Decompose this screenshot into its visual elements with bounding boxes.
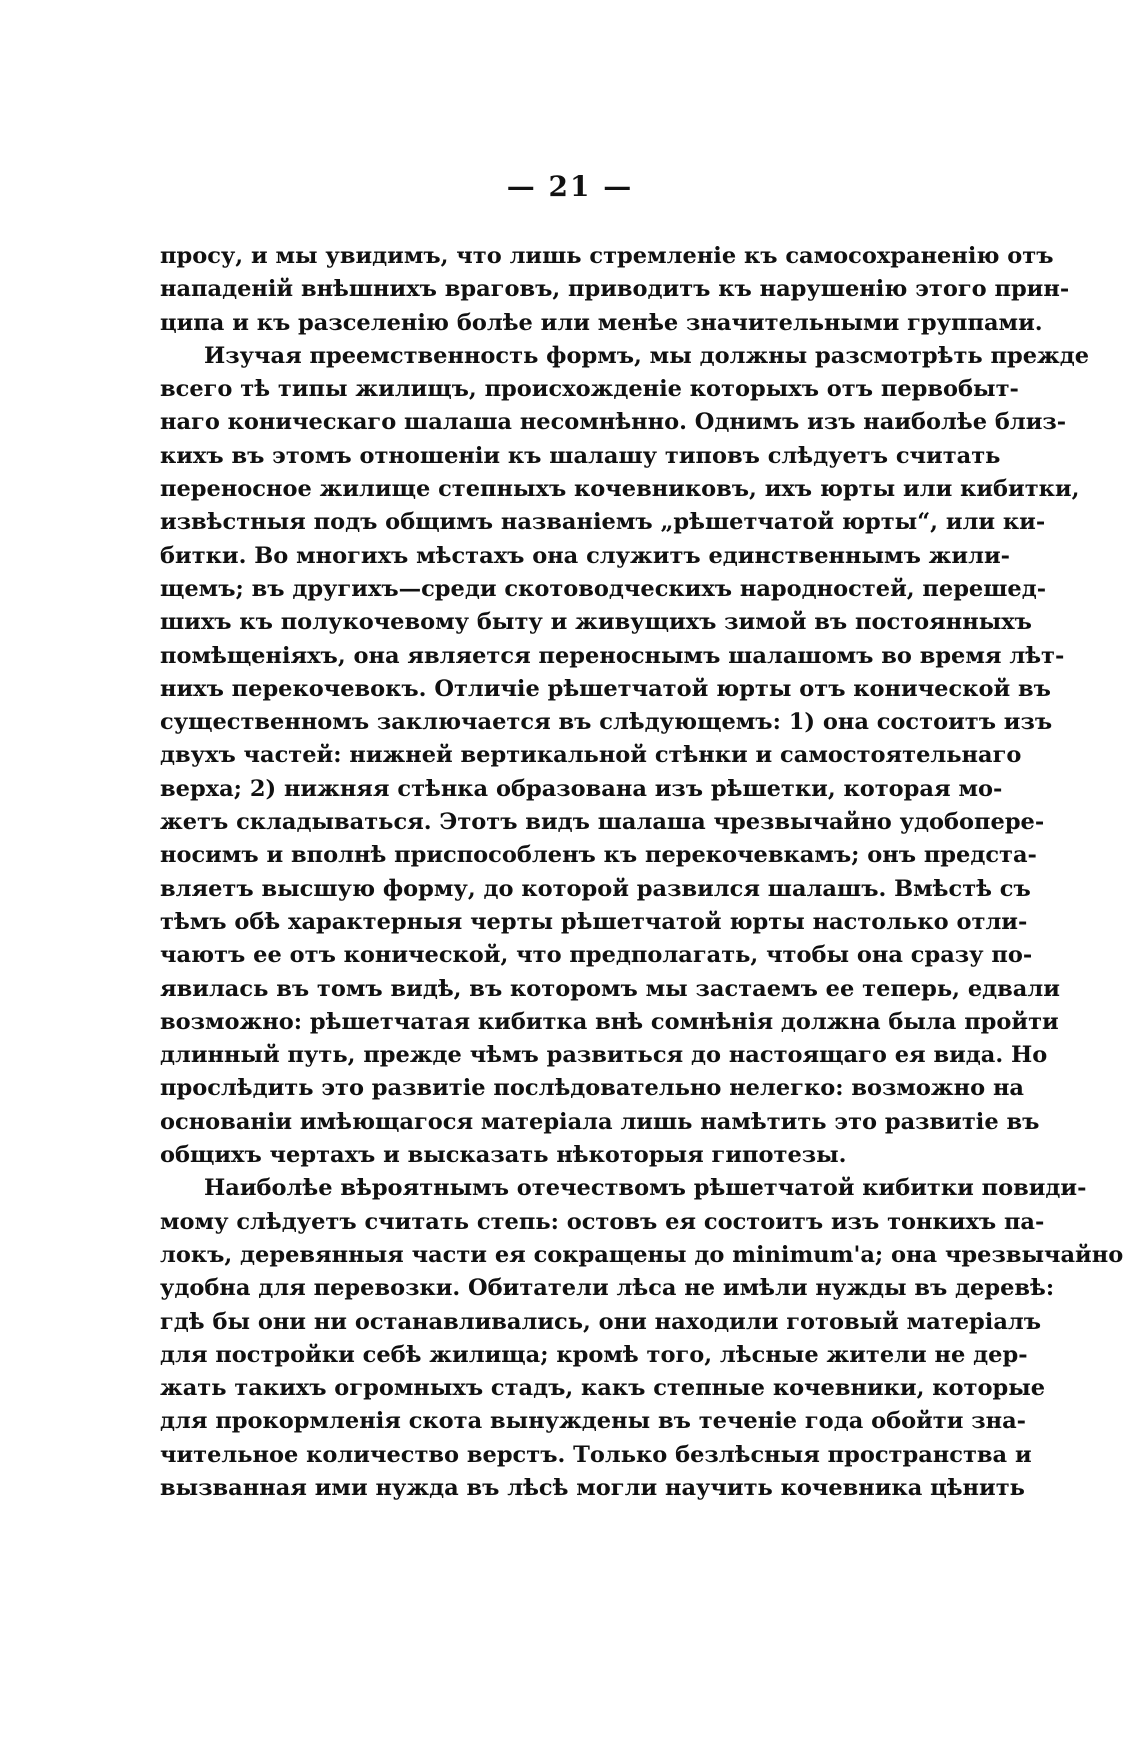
text-line: чаютъ ее отъ конической, что предполагать, чтобы она сразу по- — [160, 942, 1033, 969]
text-line: Изучая преемственность формъ, мы должны разсмотрѣть прежде — [204, 342, 1090, 369]
text-line: переносное жилище степныхъ кочевниковъ, ихъ юрты или кибитки, — [160, 476, 1080, 503]
text-line: тѣмъ обѣ характерныя черты рѣшетчатой юрты настолько отли- — [160, 908, 1028, 935]
body-text — [160, 240, 1124, 1505]
text-line: мому слѣдуетъ считать степь: остовъ ея состоитъ изъ тонкихъ па- — [160, 1208, 1045, 1235]
text-line: нихъ перекочевокъ. Отличіе рѣшетчатой юрты отъ конической въ — [160, 675, 1051, 702]
text-line: основаніи имѣющагося матеріала лишь намѣтить это развитіе въ — [160, 1108, 1040, 1135]
text-line: нападеній внѣшнихъ враговъ, приводитъ къ нарушенію этого прин- — [160, 276, 1070, 303]
text-line: жать такихъ огромныхъ стадъ, какъ степные кочевники, которые — [160, 1375, 1046, 1402]
text-line: кихъ въ этомъ отношеніи къ шалашу типовъ слѣдуетъ считать — [160, 442, 1001, 469]
text-line: общихъ чертахъ и высказать нѣкоторыя гипотезы. — [160, 1142, 847, 1169]
text-line: извѣстныя подъ общимъ названіемъ „рѣшетчатой юрты“, или ки- — [160, 509, 1046, 536]
paragraph — [160, 340, 1090, 1172]
text-line: жетъ складываться. Этотъ видъ шалаша чрезвычайно удобопере- — [160, 809, 1045, 836]
text-line: верха; 2) нижняя стѣнка образована изъ рѣшетки, которая мо- — [160, 775, 1003, 802]
text-line: вызванная ими нужда въ лѣсѣ могли научить кочевника цѣнить — [160, 1474, 1025, 1501]
text-line: существенномъ заключается въ слѣдующемъ: 1) она состоитъ изъ — [160, 709, 1053, 736]
text-line: чительное количество верстъ. Только безлѣсныя пространства и — [160, 1441, 1032, 1468]
text-line: удобна для перевозки. Обитатели лѣса не имѣли нужды въ деревѣ: — [160, 1275, 1055, 1302]
text-line: двухъ частей: нижней вертикальной стѣнки и самостоятельнаго — [160, 742, 1022, 769]
paragraph — [160, 240, 1070, 340]
text-line: наго коническаго шалаша несомнѣнно. Однимъ изъ наиболѣе близ- — [160, 409, 1067, 436]
page-number: — 21 — — [506, 170, 634, 203]
text-line: возможно: рѣшетчатая кибитка внѣ сомнѣнія должна была пройти — [160, 1008, 1059, 1035]
text-line: шихъ къ полукочевому быту и живущихъ зимой въ постоянныхъ — [160, 609, 1032, 636]
text-line: носимъ и вполнѣ приспособленъ къ перекочевкамъ; онъ предста- — [160, 842, 1037, 869]
text-line: битки. Во многихъ мѣстахъ она служитъ единственнымъ жили- — [160, 542, 1010, 569]
text-line: вляетъ высшую форму, до которой развился шалашъ. Вмѣстѣ съ — [160, 875, 1031, 902]
text-line: явилась въ томъ видѣ, въ которомъ мы застаемъ ее теперь, едвали — [160, 975, 1060, 1002]
paragraph — [160, 1172, 1124, 1505]
text-line: гдѣ бы они ни останавливались, они находили готовый матеріалъ — [160, 1308, 1042, 1335]
text-line: Наиболѣе вѣроятнымъ отечествомъ рѣшетчатой кибитки повиди- — [204, 1175, 1087, 1202]
text-line: помѣщеніяхъ, она является переноснымъ шалашомъ во время лѣт- — [160, 642, 1065, 669]
text-line: для постройки себѣ жилища; кромѣ того, лѣсные жители не дер- — [160, 1341, 1028, 1368]
text-line: щемъ; въ другихъ—среди скотоводческихъ народностей, перешед- — [160, 575, 1047, 602]
text-line: ципа и къ разселенію болѣе или менѣе значительными группами. — [160, 309, 1043, 336]
text-line: всего тѣ типы жилищъ, происхожденіе которыхъ отъ первобыт- — [160, 376, 1019, 403]
text-line: длинный путь, прежде чѣмъ развиться до настоящаго ея вида. Но — [160, 1042, 1048, 1069]
text-line: просу, и мы увидимъ, что лишь стремленіе къ самосохраненію отъ — [160, 243, 1054, 269]
text-line: прослѣдить это развитіе послѣдовательно нелегко: возможно на — [160, 1075, 1024, 1102]
text-line: для прокормленія скота вынуждены въ теченіе года обойти зна- — [160, 1408, 1027, 1435]
text-line: локъ, деревянныя части ея сокращены до minimum'а; она чрезвычайно — [160, 1241, 1124, 1268]
